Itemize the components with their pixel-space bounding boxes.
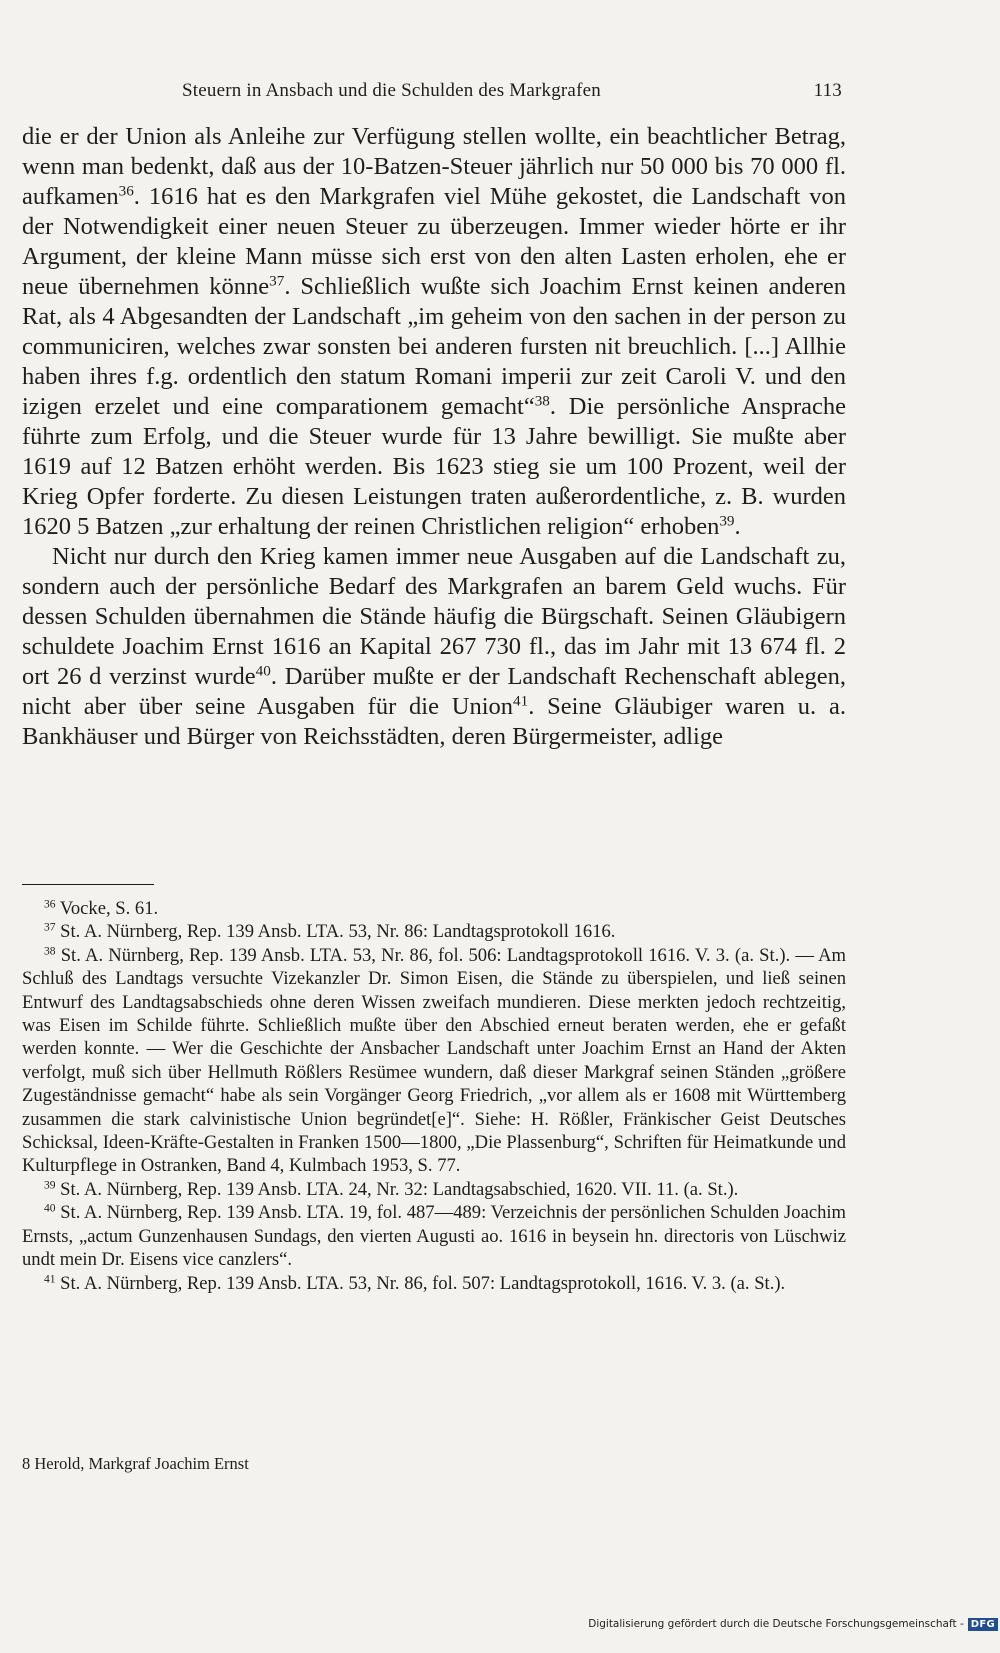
footnote — [22, 1201, 846, 1271]
footnote-ref: 36 — [118, 182, 134, 200]
footnote-text: St. A. Nürnberg, Rep. 139 Ansb. LTA. 53, Nr. 86, fol. 506: Landtagsprotokoll 1616. V. 3. (a. St.). — Am Schluß des Landtags versuchte Vizekanzler Dr. Simon Eisen, die Stände zu überspielen, und ließ seinen Entwurf des Landtagsabschieds ohne deren Wissen zweifach mundieren. Diese merkten jedoch rechtzeitig, was Eisen im Schilde führte. Schließlich mußte über den Abschied erneut beraten werden, ehe er gefaßt werden konnte. — Wer die Geschichte der Ansbacher Landschaft unter Joachim Ernst an Hand der Akten verfolgt, muß sich über Hellmuth Rößlers Resümee wundern, daß dieser Markgraf seinen Ständen „größere Zugeständnisse gemacht“ habe als sein Vorgänger Georg Friedrich, „vor allem als er 1608 mit Württemberg zusammen die stark calvinistische Union begründet[e]“. Siehe: H. Rößler, Fränkischer Geist Deutsches Schicksal, Ideen-Kräfte-Gestalten in Franken 1500—1800, „Die Plassenburg“, Schriften für Heimatkunde und Kulturpflege in Ostranken, Band 4, Kulmbach 1953, S. 77. — [22, 944, 846, 1177]
footnote-ref: 37 — [269, 272, 285, 290]
footnote-text: St. A. Nürnberg, Rep. 139 Ansb. LTA. 24, Nr. 32: Landtagsabschied, 1620. VII. 11. (a. St.). — [60, 1178, 739, 1200]
dfg-logo[interactable]: DFG — [968, 1618, 998, 1631]
footnote-ref: 41 — [513, 692, 529, 710]
footnote — [22, 1272, 846, 1295]
paragraph-text: die er der Union als Anleihe zur Verfügung stellen wollte, ein beachtlicher Betrag, wenn man bedenkt, daß aus der 10-Batzen-Steuer jährlich nur 50 000 bis 70 000 fl. aufkamen — [22, 123, 846, 210]
sheet-signature: 8 Herold, Markgraf Joachim Ernst — [22, 1454, 249, 1473]
footnote-ref: 39 — [719, 512, 735, 530]
main-text — [22, 122, 846, 752]
paragraph-text: . Die persönliche Ansprache führte zum Erfolg, und die Steuer wurde für 13 Jahre bewilligt. Sie mußte aber 1619 auf 12 Batzen erhöht werden. Bis 1623 stieg sie um 100 Prozent, weil der Krieg Opfer forderte. Zu diesen Leistungen traten außerordentliche, z. B. wurden 1620 5 Batzen „zur erhaltung der reinen Christlichen religion“ erhoben — [22, 393, 846, 540]
paragraph-1 — [22, 122, 846, 542]
paragraph-text: . 1616 hat es den Markgrafen viel Mühe gekostet, die Landschaft von der Notwendigkeit einer neuen Steuer zu überzeugen. Immer wieder hörte er ihr Argument, der kleine Mann müsse sich erst von den alten Lasten erholen, ehe er neue übernehmen könne — [22, 183, 846, 300]
footnote-text: St. A. Nürnberg, Rep. 139 Ansb. LTA. 53, Nr. 86, fol. 507: Landtagsprotokoll, 1616. V. 3. (a. St.). — [60, 1272, 786, 1294]
footnote — [22, 897, 846, 920]
footnote-text: St. A. Nürnberg, Rep. 139 Ansb. LTA. 53, Nr. 86: Landtagsprotokoll 1616. — [60, 921, 616, 943]
footnote — [22, 944, 846, 1178]
paragraph-text: . Seine Gläubiger waren u. a. Bankhäuser und Bürger von Reichsstädten, deren Bürgermeister, adlige — [22, 693, 846, 750]
footnote-ref: 40 — [255, 662, 271, 680]
footnote-number: 40 — [44, 1202, 56, 1215]
paragraph-text: . Schließlich wußte sich Joachim Ernst keinen anderen Rat, als 4 Abgesandten der Landschaft „im geheim von den sachen in der person zu communiciren, welches zwar sonsten bei anderen fursten nit breuchlich. [...] Allhie haben ihres f.g. ordentlich den statum Romani imperii zur zeit Caroli V. und den izigen erzelet und eine comparationem gemacht“ — [22, 273, 847, 420]
footnote-number: 41 — [44, 1273, 56, 1286]
paragraph-text: . — [734, 513, 741, 540]
footnote-text: St. A. Nürnberg, Rep. 139 Ansb. LTA. 19, fol. 487—489: Verzeichnis der persönlichen Schulden Joachim Ernsts, „actum Gunzenhausen Sundags, den vierten Augusti ao. 1616 in beysein hn. directoris von Lüschwiz undt mein Dr. Eisens vice canzlers“. — [22, 1202, 847, 1271]
footnote-number: 37 — [44, 922, 56, 935]
footnote — [22, 920, 846, 943]
footnote-number: 36 — [44, 898, 56, 911]
running-header — [182, 79, 842, 103]
paragraph-text: . Darüber mußte er der Landschaft Rechenschaft ablegen, nicht aber über seine Ausgaben für die Union — [22, 663, 847, 720]
paragraph-2 — [22, 542, 846, 752]
footnotes — [22, 897, 846, 1295]
footnote-ref: 38 — [534, 392, 550, 410]
running-title: Steuern in Ansbach und die Schulden des Markgrafen — [182, 80, 601, 101]
footnote — [22, 1178, 846, 1201]
footnote-text: Vocke, S. 61. — [59, 898, 159, 919]
funding-note: Digitalisierung gefördert durch die Deutsche Forschungsgemeinschaft - — [588, 1618, 964, 1630]
page-number: 113 — [813, 80, 842, 101]
paragraph-text: Nicht nur durch den Krieg kamen immer neue Ausgaben auf die Landschaft zu, sondern auch der persönliche Bedarf des Markgrafen an barem Geld wuchs. Für dessen Schulden übernahmen die Stände häufig die Bürgschaft. Seinen Gläubigern schuldete Joachim Ernst 1616 an Kapital 267 730 fl., das im Jahr mit 13 674 fl. 2 ort 26 d verzinst wurde — [22, 543, 846, 690]
footnote-number: 39 — [44, 1179, 56, 1192]
footnote-number: 38 — [44, 945, 56, 958]
digitization-footer — [588, 1615, 1000, 1633]
footnote-divider — [22, 884, 154, 885]
